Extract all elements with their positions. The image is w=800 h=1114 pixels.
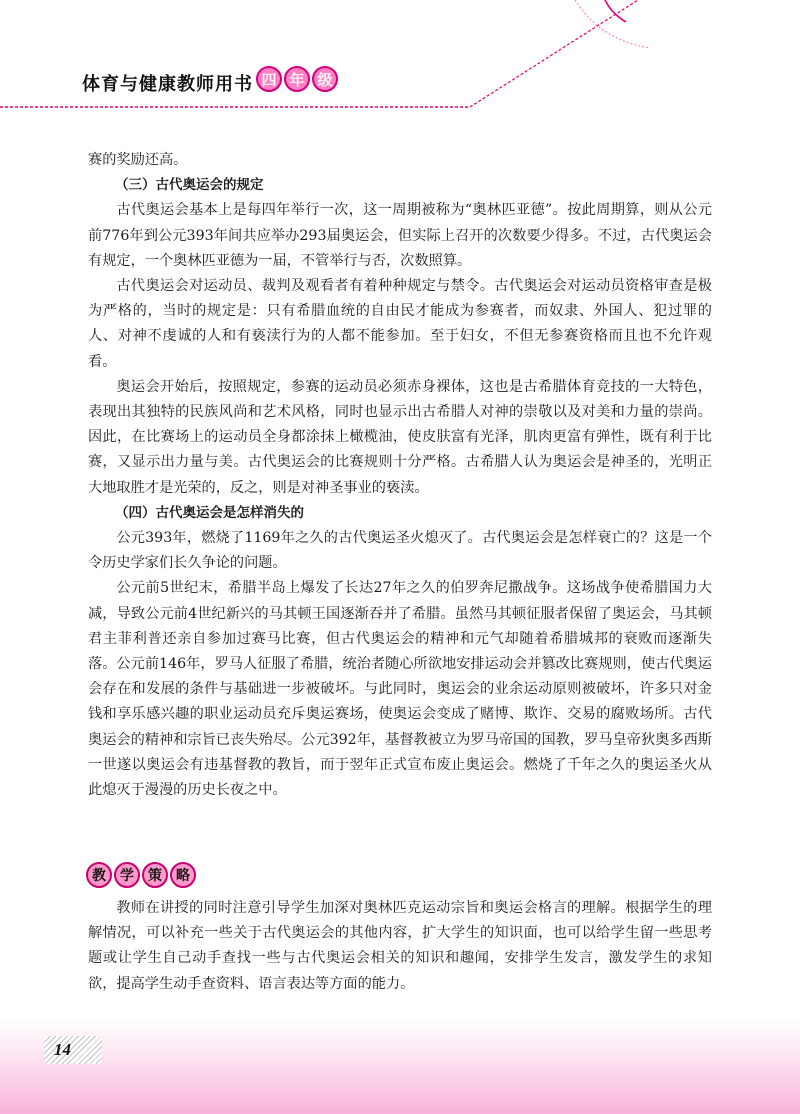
main-text [88,148,712,803]
paragraph: 教师在讲授的同时注意引导学生加深对奥林匹克运动宗旨和奥运会格言的理解。根据学生的理解情况，可以补充一些关于古代奥运会的其他内容，扩大学生的知识面，也可以给学生留一些思考题或让学生自己动手查找一些与古代奥运会相关的知识和趣闻，安排学生发言，激发学生的求知欲，提高学生动手查资料、语言表达等方面的能力。 [88,900,712,992]
page-number: 14 [54,1040,71,1059]
footer-band [0,1018,800,1114]
strategy-char: 策 [142,862,168,888]
strategy-char: 略 [170,862,196,888]
strategy-char: 学 [114,862,140,888]
paragraph: 古代奥运会对运动员、裁判及观看者有着种种规定与禁令。古代奥运会对运动员资格审查是极为严格的，当时的规定是：只有希腊血统的自由民才能成为参赛者，而奴隶、外国人、犯过罪的人、对神不虔诚的人和有亵渎行为的人都不能参加。至于妇女，不但无参赛资格而且也不允许观看。 [88,278,712,370]
lead-paragraph: 赛的奖励还高。 [88,152,188,168]
grade-char: 年 [284,66,310,92]
teaching-strategy-heading [86,862,196,888]
paragraph: 公元393年，燃烧了1169年之久的古代奥运圣火熄灭了。古代奥运会是怎样衰亡的？这是一个令历史学家们长久争论的问题。 [88,530,712,572]
grade-char: 级 [312,66,338,92]
book-title: 体育与健康教师用书 [82,74,253,95]
section-heading: （四）古代奥运会是怎样消失的 [115,504,304,521]
paragraph: 公元前5世纪末，希腊半岛上爆发了长达27年之久的伯罗奔尼撒战争。这场战争使希腊国力大减，导致公元前4世纪新兴的马其顿王国逐渐吞并了希腊。虽然马其顿征服者保留了奥运会，马其顿君主菲利普还亲自参加过赛马比赛，但古代奥运会的精神和元气却随着希腊城邦的衰败而逐渐失落。公元前146年，罗马人征服了希腊，统治者随心所欲地安排运动会并篡改比赛规则，使古代奥运会存在和发展的条件与基础进一步被破坏。与此同时，奥运会的业余运动原则被破坏，许多只对金钱和享乐感兴趣的职业运动员充斥奥运赛场，使奥运会变成了赌博、欺诈、交易的腐败场所。古代奥运会的精神和宗旨已丧失殆尽。公元392年，基督教被立为罗马帝国的国教，罗马皇帝狄奥多西斯一世遂以奥运会有违基督教的教旨，而于翌年正式宣布废止奥运会。燃烧了千年之久的奥运圣火从此熄灭于漫漫的历史长夜之中。 [88,580,712,799]
paragraph: 奥运会开始后，按照规定，参赛的运动员必须赤身裸体，这也是古希腊体育竞技的一大特色，表现出其独特的民族风尚和艺术风格，同时也显示出古希腊人对神的崇敬以及对美和力量的崇尚。因此，在比赛场上的运动员全身都涂抹上橄榄油，使皮肤富有光泽，肌肉更富有弹性，既有利于比赛，又显示出力量与美。古代奥运会的比赛规则十分严格。古希腊人认为奥运会是神圣的，光明正大地取胜才是光荣的，反之，则是对神圣事业的亵渎。 [88,378,712,496]
teaching-strategy-text [88,896,712,997]
grade-badge [256,66,338,92]
page-number-box [44,1036,102,1064]
grade-char: 四 [256,66,282,92]
strategy-char: 教 [86,862,112,888]
paragraph: 古代奥运会基本上是每四年举行一次，这一周期被称为“奥林匹亚德”。按此周期算，则从公元前776年到公元393年间共应举办293届奥运会，但实际上召开的次数要少得多。不过，古代奥运会有规定，一个奥林匹亚德为一届，不管举行与否，次数照算。 [88,202,712,269]
section-heading: （三）古代奥运会的规定 [115,177,264,194]
